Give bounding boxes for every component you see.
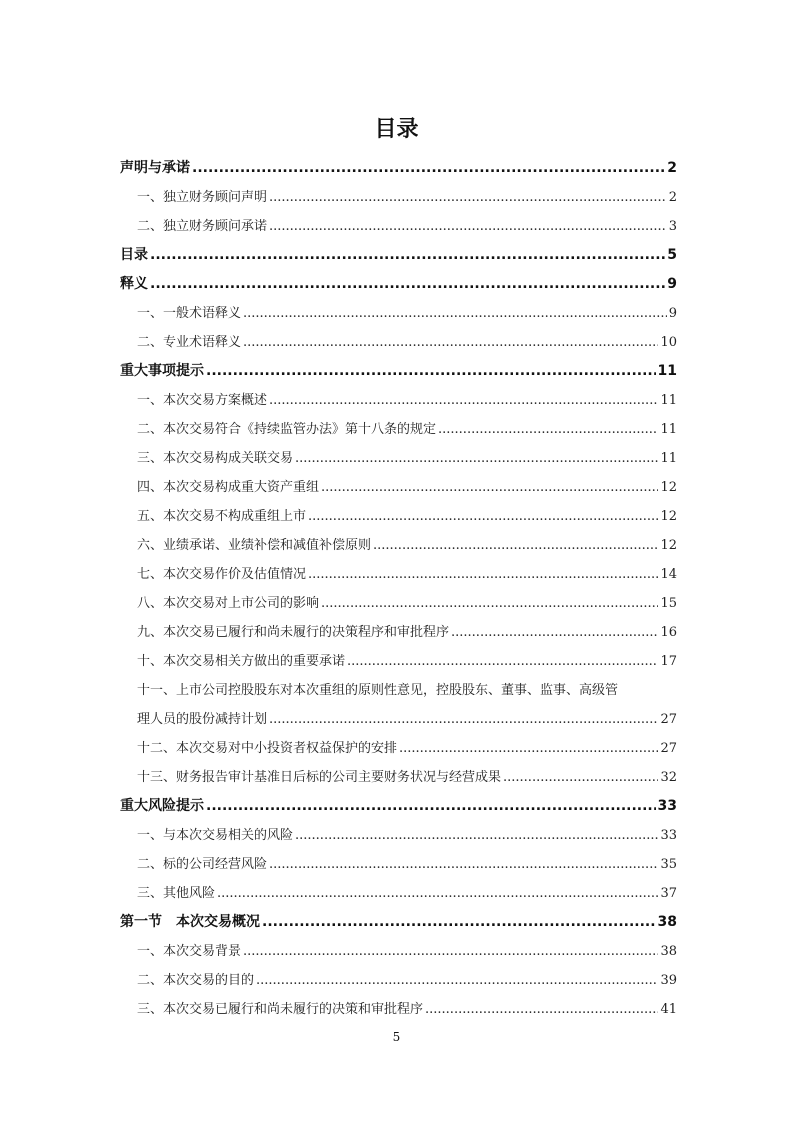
toc-entry[interactable] [120, 502, 677, 531]
dot-leader [269, 386, 658, 415]
toc-entry[interactable] [120, 560, 677, 589]
dot-leader [192, 154, 665, 183]
dot-leader [503, 763, 658, 792]
toc-entry[interactable] [120, 270, 677, 299]
toc-entry-title: 六、业绩承诺、业绩补偿和减值补偿原则 [137, 538, 372, 553]
toc-entry[interactable] [120, 879, 677, 908]
toc-entry-page: 27 [660, 712, 677, 727]
toc-entry-title: 十二、本次交易对中小投资者权益保护的安排 [137, 741, 398, 756]
dot-leader [150, 270, 665, 299]
toc-entry[interactable] [120, 212, 677, 241]
dot-leader [451, 618, 658, 647]
dot-leader [269, 850, 658, 879]
toc-entry[interactable] [120, 154, 677, 183]
toc-entry-page: 38 [660, 944, 677, 959]
toc-entry[interactable] [120, 589, 677, 618]
toc-entry[interactable] [120, 995, 677, 1024]
toc-entry[interactable] [120, 357, 677, 386]
toc-entry[interactable] [120, 299, 677, 328]
dot-leader [308, 502, 658, 531]
toc-entry[interactable] [120, 734, 677, 763]
toc-entry-page: 33 [660, 828, 677, 843]
toc-entry-title: 九、本次交易已履行和尚未履行的决策程序和审批程序 [137, 625, 450, 640]
toc-entry-title: 三、本次交易构成关联交易 [137, 451, 294, 466]
toc-entry-title: 一、一般术语释义 [137, 306, 242, 321]
toc-entry-title: 二、本次交易符合《持续监管办法》第十八条的规定 [137, 422, 437, 437]
toc-entry-title: 三、本次交易已履行和尚未履行的决策和审批程序 [137, 1002, 424, 1017]
toc-entry-page: 39 [660, 973, 677, 988]
toc-entry-title: 一、独立财务顾问声明 [137, 190, 268, 205]
dot-leader [399, 734, 658, 763]
toc-entry-page: 14 [660, 567, 677, 582]
toc-entry-title: 二、专业术语释义 [137, 335, 242, 350]
toc-entry-page: 17 [660, 654, 677, 669]
toc-entry-page: 37 [660, 886, 677, 901]
toc-entry[interactable] [120, 531, 677, 560]
toc-entry-title: 七、本次交易作价及估值情况 [137, 567, 307, 582]
toc-entry-title: 理人员的股份减持计划 [137, 712, 268, 727]
toc-entry-title: 十一、上市公司控股股东对本次重组的原则性意见，控股股东、董事、监事、高级管 [137, 683, 619, 698]
toc-entry-title: 八、本次交易对上市公司的影响 [137, 596, 320, 611]
toc-entry-page: 3 [668, 219, 677, 234]
toc-entry-title: 声明与承诺 [120, 160, 190, 176]
toc-entry-title: 五、本次交易不构成重组上市 [137, 509, 307, 524]
toc-entry-title: 目录 [120, 247, 148, 263]
toc-entry-page: 12 [660, 538, 677, 553]
dot-leader [262, 908, 656, 937]
toc-entry-title: 重大风险提示 [120, 798, 204, 814]
toc-entry[interactable] [120, 908, 677, 937]
dot-leader [243, 299, 667, 328]
toc-entry[interactable] [120, 792, 677, 821]
toc-entry-title: 十三、财务报告审计基准日后标的公司主要财务状况与经营成果 [137, 770, 502, 785]
dot-leader [438, 415, 658, 444]
toc-entry[interactable] [120, 676, 677, 705]
toc-entry[interactable] [120, 937, 677, 966]
dot-leader [206, 792, 656, 821]
toc-entry-page: 38 [657, 914, 677, 930]
dot-leader [308, 560, 658, 589]
toc-entry[interactable] [120, 183, 677, 212]
toc-entry-page: 5 [667, 247, 677, 263]
toc-entry-page: 11 [660, 451, 677, 466]
toc-entry[interactable] [120, 966, 677, 995]
toc-entry-page: 2 [667, 160, 677, 176]
toc-entry-page: 12 [660, 509, 677, 524]
toc-entry[interactable] [120, 415, 677, 444]
toc-entry-title: 十、本次交易相关方做出的重要承诺 [137, 654, 346, 669]
toc-entry-page: 10 [660, 335, 677, 350]
dot-leader [269, 212, 667, 241]
dot-leader [243, 328, 658, 357]
table-of-contents [120, 154, 677, 1024]
toc-entry[interactable] [120, 386, 677, 415]
dot-leader [206, 357, 656, 386]
toc-entry-title: 二、独立财务顾问承诺 [137, 219, 268, 234]
toc-entry-title: 释义 [120, 276, 148, 292]
toc-entry-page: 9 [667, 276, 677, 292]
dot-leader [269, 183, 667, 212]
dot-leader [269, 705, 658, 734]
toc-entry[interactable] [120, 444, 677, 473]
toc-entry-title: 一、与本次交易相关的风险 [137, 828, 294, 843]
dot-leader [321, 589, 658, 618]
toc-entry-page: 35 [660, 857, 677, 872]
toc-entry-title: 二、本次交易的目的 [137, 973, 255, 988]
toc-entry-title: 重大事项提示 [120, 363, 204, 379]
dot-leader [295, 444, 658, 473]
toc-entry-page: 11 [660, 422, 677, 437]
toc-entry-page: 11 [657, 363, 677, 379]
toc-entry-title: 四、本次交易构成重大资产重组 [137, 480, 320, 495]
toc-entry[interactable] [120, 328, 677, 357]
toc-entry[interactable] [120, 821, 677, 850]
toc-entry-title: 三、其他风险 [137, 886, 216, 901]
toc-entry[interactable] [120, 705, 677, 734]
dot-leader [150, 241, 665, 270]
toc-entry[interactable] [120, 618, 677, 647]
toc-entry-page: 11 [660, 393, 677, 408]
toc-entry-page: 41 [660, 1002, 677, 1017]
toc-entry-page: 9 [668, 306, 677, 321]
toc-entry-title: 一、本次交易方案概述 [137, 393, 268, 408]
dot-leader [425, 995, 658, 1024]
toc-entry-page: 2 [668, 190, 677, 205]
toc-entry-page: 27 [660, 741, 677, 756]
toc-entry[interactable] [120, 473, 677, 502]
page-number: 5 [392, 1030, 401, 1044]
dot-leader [373, 531, 658, 560]
toc-entry-page: 32 [660, 770, 677, 785]
toc-entry[interactable] [120, 647, 677, 676]
toc-entry[interactable] [120, 850, 677, 879]
toc-entry-page: 12 [660, 480, 677, 495]
dot-leader [295, 821, 658, 850]
toc-entry-title: 第一节 本次交易概况 [120, 914, 260, 930]
toc-entry-page: 15 [660, 596, 677, 611]
dot-leader [217, 879, 658, 908]
toc-entry[interactable] [120, 763, 677, 792]
toc-entry-page: 16 [660, 625, 677, 640]
toc-entry[interactable] [120, 241, 677, 270]
dot-leader [243, 937, 658, 966]
dot-leader [256, 966, 658, 995]
toc-entry-title: 二、标的公司经营风险 [137, 857, 268, 872]
page-title: 目录 [374, 117, 419, 142]
dot-leader [321, 473, 658, 502]
dot-leader [347, 647, 658, 676]
toc-entry-page: 33 [657, 798, 677, 814]
toc-entry-title: 一、本次交易背景 [137, 944, 242, 959]
